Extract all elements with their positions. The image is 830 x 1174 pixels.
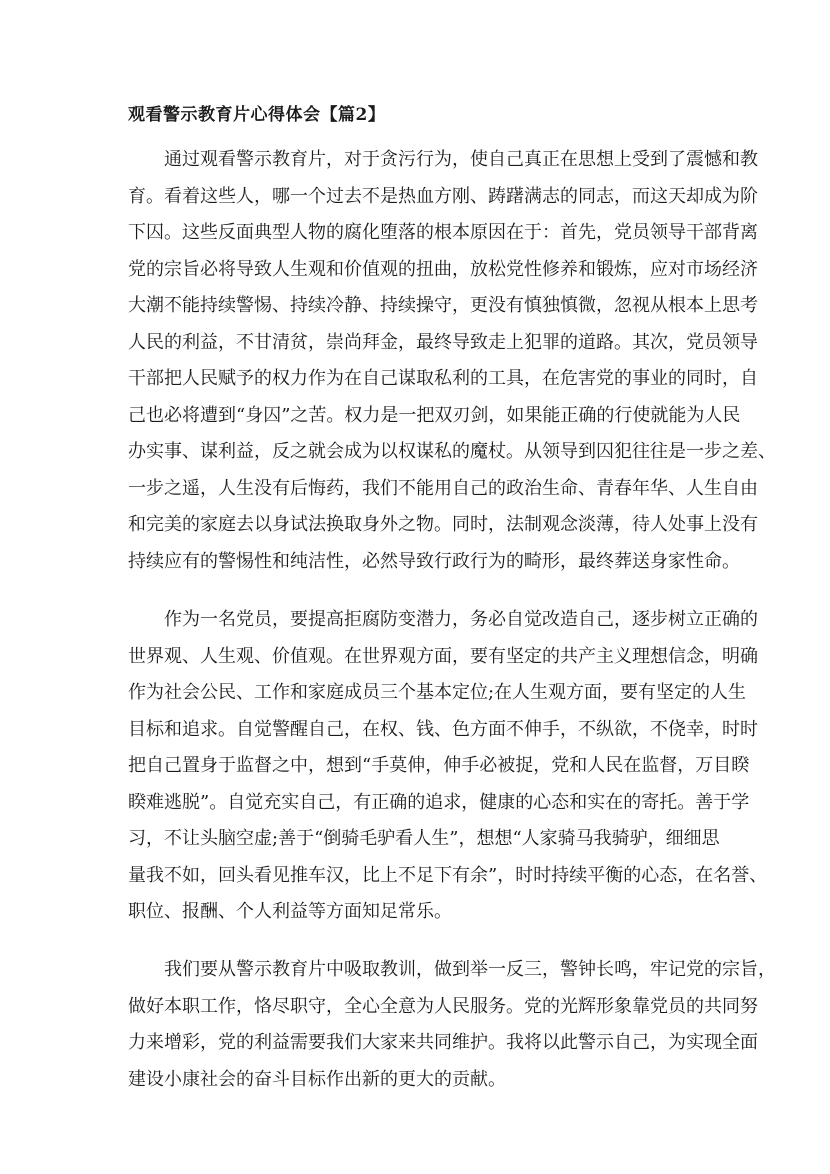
paragraph-line: 育。看着这些人，哪一个过去不是热血方刚、踌躇满志的同志，而这天却成为阶	[128, 185, 758, 207]
paragraph-line: 下囚。这些反面典型人物的腐化堕落的根本原因在于：首先，党员领导干部背离	[128, 222, 758, 243]
paragraph-line: 大潮不能持续警惕、持续冷静、持续操守，更没有慎独慎微，忽视从根本上思考	[128, 295, 758, 316]
paragraph-line: 职位、报酬、个人利益等方面知足常乐。	[128, 901, 452, 922]
paragraph-line: 力来增彩，党的利益需要我们大家来共同维护。我将以此警示自己，为实现全面	[128, 1032, 758, 1053]
paragraph-line: 把自己置身于监督之中，想到“手莫伸，伸手必被捉，党和人民在监督，万目睽	[128, 755, 750, 776]
paragraph-line: 党的宗旨必将导致人生观和价值观的扭曲，放松党性修养和锻炼，应对市场经济	[128, 258, 758, 280]
paragraph-line: 量我不如，回头看见推车汉，比上不足下有余”，时时持续平衡的心态，在名誉、	[128, 864, 768, 886]
document-title: 观看警示教育片心得体会【篇2】	[128, 105, 386, 125]
paragraph-line: 办实事、谋利益，反之就会成为以权谋私的魔杖。从领导到囚犯往往是一步之差、	[128, 441, 776, 462]
paragraph-line: 建设小康社会的奋斗目标作出新的更大的贡献。	[128, 1068, 506, 1090]
paragraph-line: 持续应有的警惕性和纯洁性，必然导致行政行为的畸形，最终葬送身家性命。	[128, 550, 740, 572]
paragraph-line: 习，不让头脑空虚;善于“倒骑毛驴看人生”，想想“人家骑马我骑驴，细细思	[128, 828, 720, 849]
paragraph-line: 做好本职工作，恪尽职守，全心全意为人民服务。党的光辉形象靠党员的共同努	[128, 995, 758, 1017]
paragraph-line: 干部把人民赋予的权力作为在自己谋取私利的工具，在危害党的事业的同时，自	[128, 368, 758, 389]
paragraph-line: 通过观看警示教育片，对于贪污行为，使自己真正在思想上受到了震憾和教	[164, 149, 758, 170]
paragraph-line: 睽难逃脱”。自觉充实自己，有正确的追求，健康的心态和实在的寄托。善于学	[128, 791, 750, 813]
paragraph-line: 一步之遥，人生没有后悔药，我们不能用自己的政治生命、青春年华、人生自由	[128, 477, 758, 499]
paragraph-line: 和完美的家庭去以身试法换取身外之物。同时，法制观念淡薄，待人处事上没有	[128, 514, 758, 535]
paragraph-line: 人民的利益，不甘清贫，崇尚拜金，最终导致走上犯罪的道路。其次，党员领导	[128, 331, 758, 353]
paragraph-line: 作为社会公民、工作和家庭成员三个基本定位;在人生观方面，要有坚定的人生	[128, 682, 747, 703]
paragraph-line: 己也必将遭到“身囚”之苦。权力是一把双刃剑，如果能正确的行使就能为人民	[128, 404, 741, 426]
paragraph-line: 作为一名党员，要提高拒腐防变潜力，务必自觉改造自己，逐步树立正确的	[164, 609, 758, 630]
paragraph-line: 世界观、人生观、价值观。在世界观方面，要有坚定的共产主义理想信念，明确	[128, 645, 758, 667]
paragraph-line: 我们要从警示教育片中吸取教训，做到举一反三，警钟长鸣，牢记党的宗旨，	[164, 959, 776, 980]
paragraph-line: 目标和追求。自觉警醒自己，在权、钱、色方面不伸手，不纵欲，不侥幸，时时	[128, 718, 758, 740]
